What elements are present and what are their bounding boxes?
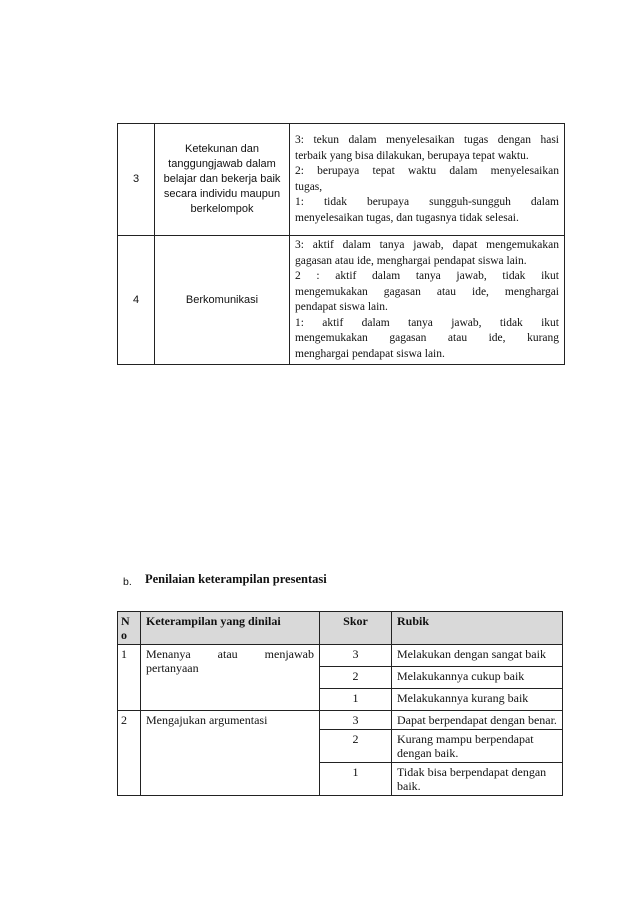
description-line: gagasan atau ide, menghargai pendapat siswa lain. [295,254,527,267]
rubric-cell: Melakukannya kurang baik [392,689,563,711]
description-line: 3: tekun dalam menyelesaikan tugas dengan hasi [295,134,559,146]
description-line: mengemukakan gagasan atau ide, menghargai [295,285,559,298]
criteria-description [290,124,565,236]
rubric-cell: Kurang mampu berpendapat dengan baik. [392,730,563,763]
description-line: 1: aktif dalam tanya jawab, tidak ikut [295,316,559,329]
skill-name: Mengajukan argumentasi [141,711,320,796]
score-cell: 2 [320,730,392,763]
description-line: menyelesaikan tugas, dan tugasnya tidak selesai. [295,211,519,224]
skills-table [117,611,563,796]
description-line: mengemukakan gagasan atau ide, kurang [295,332,559,344]
criteria-aspect: Ketekunan dan tanggungjawab dalam belajar dan bekerja baik secara individu maupun berkelompok [155,124,290,236]
rubric-cell: Melakukan dengan sangat baik [392,645,563,667]
table-row [118,645,563,667]
score-cell: 3 [320,711,392,730]
score-cell: 3 [320,645,392,667]
description-line: 3: aktif dalam tanya jawab, dapat mengemukakan [295,239,559,251]
skill-number: 1 [118,645,141,711]
skill-name-line: pertanyaan [146,661,199,675]
description-line: pendapat siswa lain. [295,301,388,313]
criteria-description [290,236,565,365]
description-line: 2: berupaya tepat waktu dalam menyelesaikan [295,165,559,177]
skill-number: 2 [118,711,141,796]
score-cell: 2 [320,667,392,689]
score-cell: 1 [320,689,392,711]
section-heading [123,572,327,589]
criteria-table [117,123,565,365]
score-cell: 1 [320,763,392,796]
table-row [118,711,563,730]
criteria-row [118,124,565,236]
criteria-aspect: Berkomunikasi [155,236,290,365]
description-line: tugas, [295,180,323,193]
section-title: Penilaian keterampilan presentasi [145,572,327,586]
section-label: b. [123,576,132,588]
skill-name-line: Menanya atau menjawab [146,647,314,661]
criteria-row-number: 3 [118,124,155,236]
description-line: menghargai pendapat siswa lain. [295,347,445,360]
rubric-cell: Tidak bisa berpendapat dengan baik. [392,763,563,796]
header-rubric: Rubik [392,612,563,645]
table-header-row [118,612,563,645]
header-score: Skor [320,612,392,645]
description-line: terbaik yang bisa dilakukan, berupaya tepat waktu. [295,149,529,162]
criteria-row-number: 4 [118,236,155,365]
rubric-cell: Melakukannya cukup baik [392,667,563,689]
description-line: 1: tidak berupaya sungguh-sungguh dalam [295,196,559,208]
criteria-row [118,236,565,365]
description-line: 2 : aktif dalam tanya jawab, tidak ikut [295,270,559,282]
skill-name [141,645,320,711]
rubric-cell: Dapat berpendapat dengan benar. [392,711,563,730]
header-no: N o [118,612,141,645]
header-skill: Keterampilan yang dinilai [141,612,320,645]
